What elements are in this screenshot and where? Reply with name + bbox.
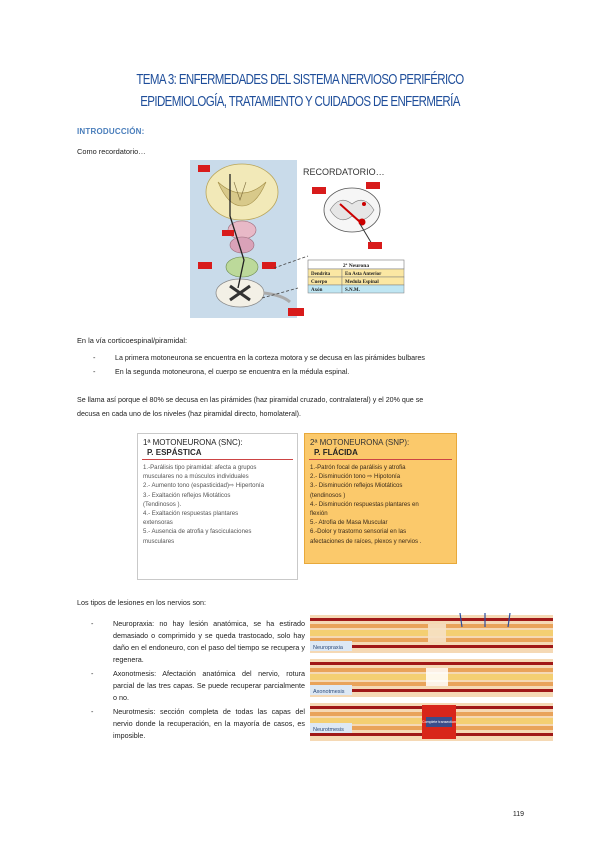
- via-intro: En la vía corticoespinal/piramidal:: [77, 336, 188, 345]
- recordatorio-text: Como recordatorio…: [77, 147, 146, 156]
- list-item: flexión: [310, 510, 328, 518]
- box-left-subheader: P. ESPÁSTICA: [142, 447, 293, 460]
- title-line-1: TEMA 3: ENFERMEDADES DEL SISTEMA NERVIOSO PERIFÉRICO: [136, 72, 464, 88]
- list-item: 6.-Dolor y trastorno sensorial en las: [310, 528, 407, 536]
- lesion-item-neuropraxia: - Neuropraxia: no hay lesión anatómica, se ha estirado demasiado o comprimido y se queda trastocado, solo hay daño en el endoneuro, con el paso del tiempo se recupera y regenera.: [90, 618, 305, 666]
- list-item: 3.- Disminución reflejos Miotáticos: [310, 482, 403, 490]
- spinal-cord-figure: [190, 160, 405, 318]
- label-complete-transection: Complete transection: [422, 720, 456, 724]
- list-item: musculares: [143, 537, 175, 545]
- table-cell: En Asta Anterior: [345, 272, 382, 277]
- lesiones-list: [90, 618, 305, 744]
- lesiones-intro: Los tipos de lesiones en los nervios son:: [77, 598, 207, 607]
- recordatorio-label: RECORDATORIO…: [303, 167, 385, 177]
- table-header: 2ª Neurona: [342, 263, 370, 269]
- bullet-dash: -: [93, 367, 96, 376]
- motoneurona-comparison: [137, 433, 457, 580]
- list-item: 5.- Atrofia de Masa Muscular: [310, 519, 388, 527]
- list-item: 1.-Parálisis tipo piramidal: afecta a grupos: [143, 464, 257, 471]
- list-item: 2.- Disminución tono ⇨ Hipotonía: [310, 473, 401, 481]
- section-heading-introduccion: INTRODUCCIÓN:: [77, 127, 145, 136]
- table-cell: S.N.M.: [345, 288, 360, 293]
- list-item: (Tendinosos ).: [143, 500, 182, 508]
- list-item: 4.- Exaltación respuestas plantares: [143, 510, 239, 518]
- via-paragraph-line-1: Se llama así porque el 80% se decusa en las pirámides (haz piramidal cruzado, contralateral) y el 20% que se: [77, 396, 424, 404]
- list-item: 1.-Patrón focal de parálisis y atrofia: [310, 464, 406, 471]
- list-item: afectaciones de raíces, plexos y nervios .: [310, 537, 422, 545]
- box-right-subheader: P. FLÁCIDA: [309, 447, 452, 460]
- list-item: 4.- Disminución respuestas plantares en: [310, 500, 419, 508]
- list-item: 5.- Ausencia de atrofia y fasciculaciones: [143, 528, 252, 536]
- label-neuropraxia: Neuropraxia: [313, 645, 343, 651]
- box-primera-motoneurona: [137, 433, 298, 580]
- lesion-item-neurotmesis: - Neurotmesis: sección completa de todas las capas del nervio donde la recuperación, en la mayoría de casos, es imposible.: [90, 706, 305, 742]
- via-bullet-2: En la segunda motoneurona, el cuerpo se encuentra en la médula espinal.: [115, 368, 350, 376]
- bullet-dash: -: [93, 353, 96, 362]
- title-line-2: EPIDEMIOLOGÍA, TRATAMIENTO Y CUIDADOS DE ENFERMERÍA: [140, 94, 460, 110]
- label-neurotmesis: Neurotmesis: [313, 727, 344, 733]
- box-right-header: 2ª MOTONEURONA (SNP):: [310, 438, 410, 447]
- table-cell: Medula Espinal: [345, 280, 379, 285]
- box-left-header: 1ª MOTONEURONA (SNC):: [143, 438, 243, 447]
- box-segunda-motoneurona: [304, 433, 457, 564]
- lesion-item-axonotmesis: - Axonotmesis: Afectación anatómica del nervio, rotura parcial de las tres capas. Se puede recuperar parcialmente o no.: [90, 668, 305, 704]
- list-item: extensoras: [143, 519, 173, 527]
- table-cell: Cuerpo: [311, 280, 328, 285]
- via-paragraph-line-2: decusa en cada uno de los niveles (haz piramidal directo, homolateral).: [77, 410, 301, 418]
- nerve-injury-figure: [310, 613, 553, 743]
- label-axonotmesis: Axonotmesis: [313, 689, 345, 695]
- list-item: musculares no a músculos individuales: [143, 473, 249, 481]
- list-item: (tendinosos ): [310, 491, 346, 499]
- list-item: 3.- Exaltación reflejos Miotáticos: [143, 491, 231, 499]
- table-cell: Dendrita: [311, 272, 331, 277]
- page-number: 119: [512, 811, 524, 818]
- via-bullet-1: La primera motoneurona se encuentra en la corteza motora y se decusa en las pirámides bulbares: [115, 354, 425, 362]
- table-cell: Axón: [311, 288, 323, 293]
- list-item: 2.- Aumento tono (espasticidad)⇨ Hipertonía: [143, 482, 264, 490]
